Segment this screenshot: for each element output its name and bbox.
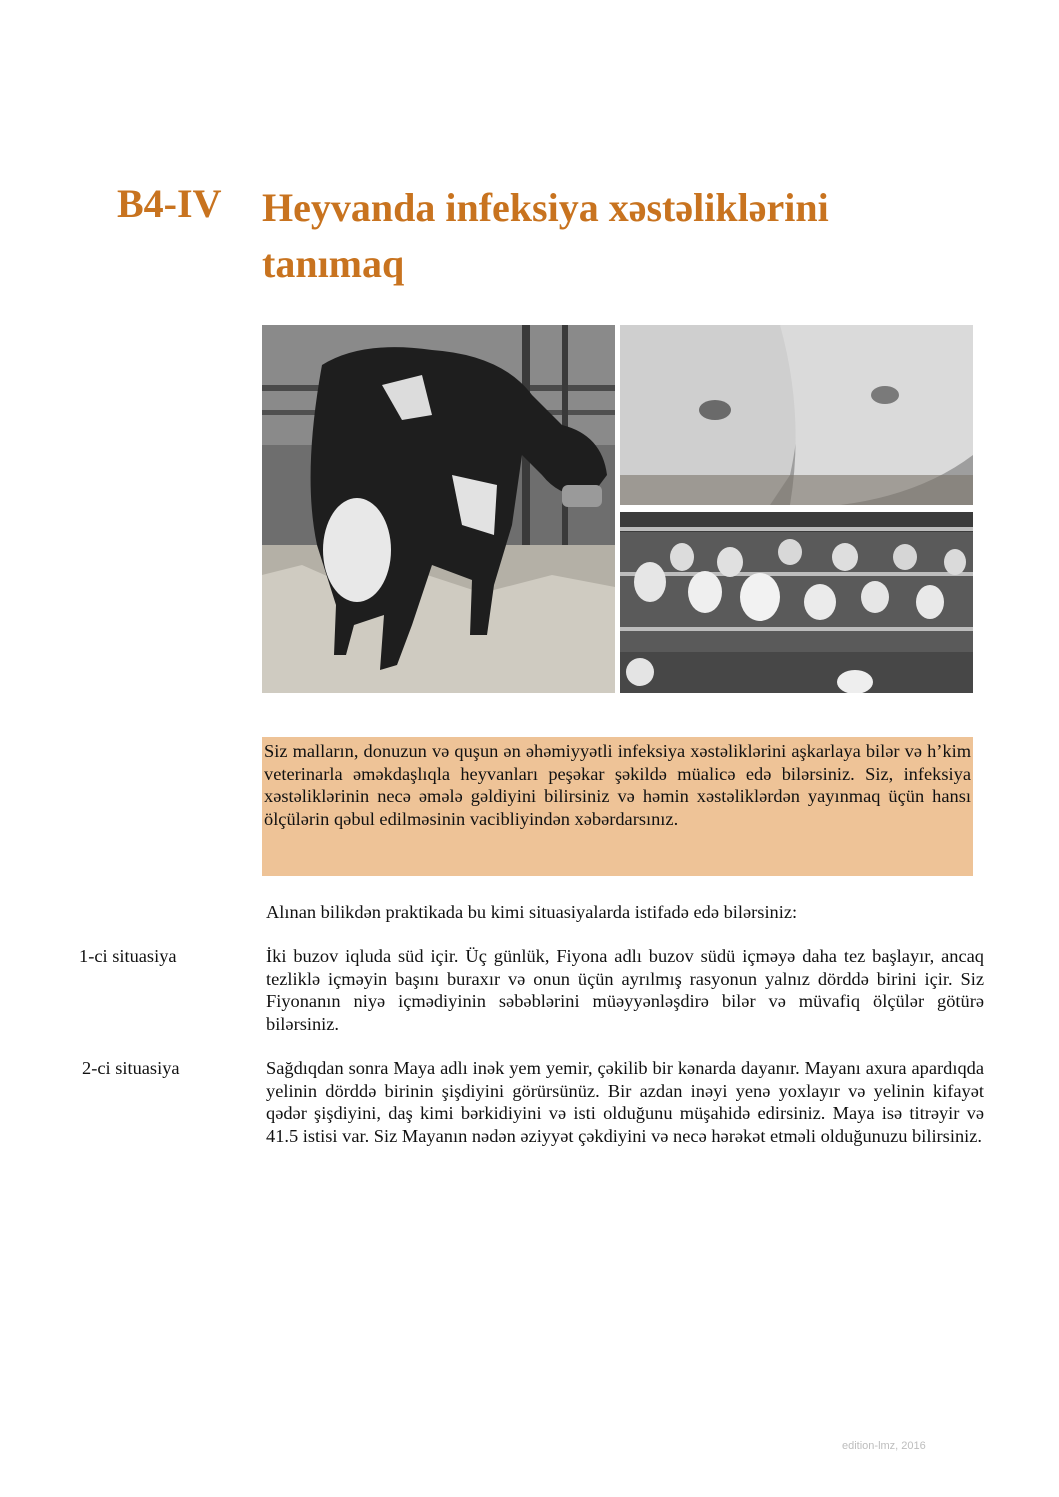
- chapter-code: B4-IV: [117, 181, 222, 226]
- pig-photo: [620, 325, 973, 505]
- situation-text-2: Sağdıqdan sonra Maya adlı inək yem yemir, çəkilib bir kənarda dayanır. Mayanı axura apardıqda yelinin dörddə birinin şişdiyini görürsünüz. Bir azdan inəyi yenə yoxlayır və yelinin kifayət qədər şişdiyini, daş kimi bərkidiyini və isti olduğunu müşahidə edirsiniz. Maya isə titrəyir və 41.5 istisi var. Siz Mayanın nədən əziyyət çəkdiyini və necə hərəkət etməli olduğunuzu bilirsiniz.: [266, 1058, 984, 1146]
- situation-label-2: 2-ci situasiya: [82, 1058, 180, 1078]
- chapter-title: Heyvanda infeksiya xəstəliklərini tanımaq: [262, 185, 829, 286]
- cow-photo: [262, 325, 615, 693]
- situation-text-1: İki buzov iqluda süd içir. Üç günlük, Fiyona adlı buzov südü içməyə daha tez başlayır, ancaq tezliklə içməyin başını buraxır və onun üçün ayrılmış rasyonun yalnız dörddə birini içir. Siz Fiyonanın niyə içmədiyinin səbəblərini müəyyənləşdirə bilər və müvafiq ölçülər götürə bilərsiniz.: [266, 946, 984, 1034]
- lead-text: Alınan bilikdən praktikada bu kimi situasiyalarda istifadə edə bilərsiniz:: [266, 902, 798, 922]
- intro-text: Siz malların, donuzun və quşun ən əhəmiyyətli infeksiya xəstəliklərini aşkarlaya bilər və h’kim veterinarla əməkdaşlıqla heyvanları peşəkar şəkildə müalicə edə bilərsiniz. Siz, infeksiya xəstəliklərinin necə əmələ gəldiyini bilirsiniz və həmin xəstəliklərdən yayınmaq üçün hansı ölçülərin qəbul edilməsinin vacibliyindən xəbərdarsınız.: [262, 737, 973, 876]
- situation-label-1: 1-ci situasiya: [79, 946, 177, 966]
- hens-photo: [620, 512, 973, 693]
- footer-credit: edition-lmz, 2016: [842, 1440, 926, 1452]
